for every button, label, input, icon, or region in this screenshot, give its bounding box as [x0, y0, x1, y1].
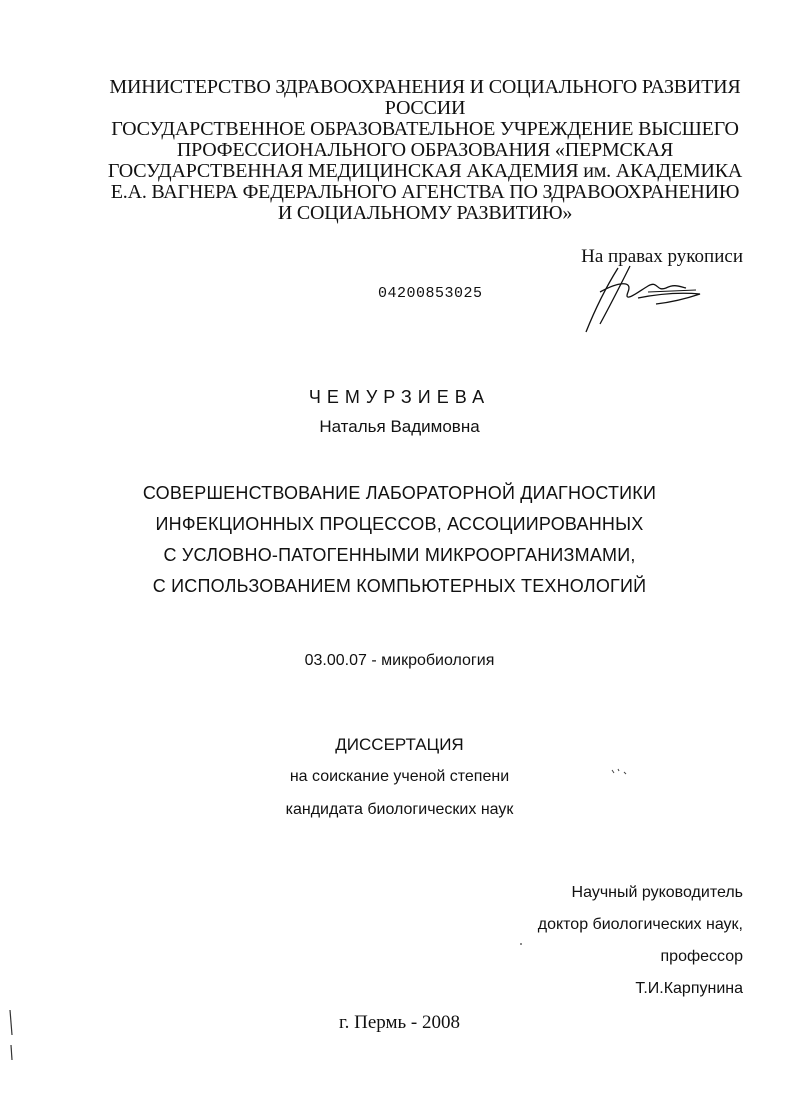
header-line-5: ГОСУДАРСТВЕННАЯ МЕДИЦИНСКАЯ АКАДЕМИЯ им. АКАДЕМИКА: [107, 160, 743, 182]
header-line-3: ГОСУДАРСТВЕННОЕ ОБРАЗОВАТЕЛЬНОЕ УЧРЕЖДЕНИЕ ВЫСШЕГО: [111, 118, 739, 140]
header-line-4: ПРОФЕССИОНАЛЬНОГО ОБРАЗОВАНИЯ «ПЕРМСКАЯ: [176, 139, 674, 161]
thesis-title-line-3: С УСЛОВНО-ПАТОГЕННЫМИ МИКРООРГАНИЗМАМИ,: [163, 545, 636, 565]
advisor-role: Научный руководитель: [571, 884, 743, 901]
thesis-title-line-1: СОВЕРШЕНСТВОВАНИЕ ЛАБОРАТОРНОЙ ДИАГНОСТИКИ: [142, 483, 657, 503]
header-line-6: Е.А. ВАГНЕРА ФЕДЕРАЛЬНОГО АГЕНСТВА ПО ЗДРАВООХРАНЕНИЮ: [110, 181, 740, 203]
advisor-degree: доктор биологических наук,: [537, 916, 743, 933]
dissertation-line-2: кандидата биологических наук: [285, 801, 514, 818]
author-name: Наталья Вадимовна: [319, 417, 480, 436]
thesis-title-line-4: С ИСПОЛЬЗОВАНИЕМ КОМПЬЮТЕРНЫХ ТЕХНОЛОГИЙ: [152, 576, 647, 596]
dissertation-line-1: на соискание ученой степени: [289, 768, 510, 785]
thesis-title-line-2: ИНФЕКЦИОННЫХ ПРОЦЕССОВ, АССОЦИИРОВАННЫХ: [155, 514, 644, 534]
manuscript-note: На правах рукописи: [581, 246, 743, 267]
header-line-1: МИНИСТЕРСТВО ЗДРАВООХРАНЕНИЯ И СОЦИАЛЬНОГО РАЗВИТИЯ: [109, 76, 741, 98]
document-code: 04200853025: [378, 285, 483, 302]
dissertation-heading: ДИССЕРТАЦИЯ: [335, 735, 464, 754]
signature-image: [578, 262, 708, 337]
specialty-code: 03.00.07 - микробиология: [304, 652, 495, 669]
advisor-name: Т.И.Карпунина: [635, 980, 743, 997]
header-line-7: И СОЦИАЛЬНОМУ РАЗВИТИЮ»: [277, 202, 573, 224]
author-surname: ЧЕМУРЗИЕВА: [308, 387, 491, 407]
place-year: г. Пермь - 2008: [338, 1012, 461, 1033]
advisor-rank: профессор: [660, 948, 743, 965]
header-line-2: РОССИИ: [384, 97, 466, 119]
